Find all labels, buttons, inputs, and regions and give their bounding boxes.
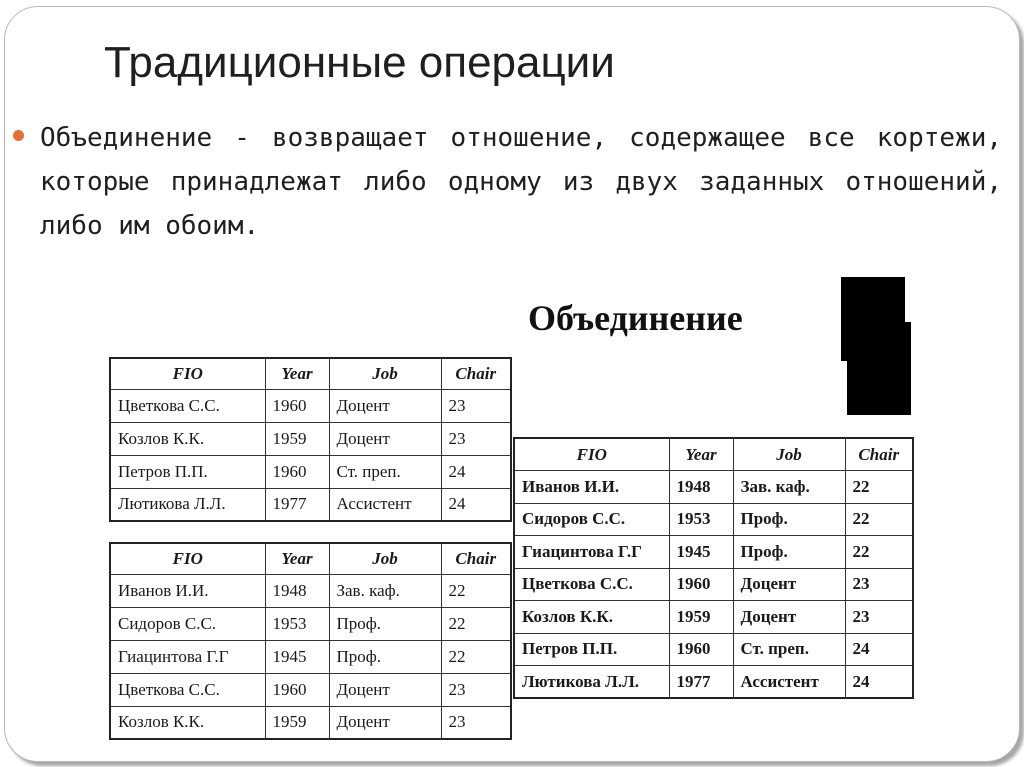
table-cell: 24 [441, 455, 511, 488]
bullet-dot-icon [13, 130, 24, 141]
table-cell: Доцент [329, 673, 441, 706]
column-header: FIO [514, 438, 669, 471]
column-header: Year [669, 438, 733, 471]
table-cell: Гиацинтова Г.Г [514, 536, 669, 569]
table-row [110, 574, 511, 607]
table-cell: 24 [845, 633, 913, 666]
table-row [514, 536, 913, 569]
relation-table-2 [109, 542, 512, 740]
column-header: Job [329, 543, 441, 574]
table-cell: Петров П.П. [514, 633, 669, 666]
table-cell: Козлов К.К. [110, 706, 265, 739]
table-cell: 1960 [669, 568, 733, 601]
table-cell: Проф. [733, 503, 845, 536]
table-cell: 1977 [265, 488, 329, 521]
table-cell: 1960 [669, 633, 733, 666]
table-cell: Доцент [329, 706, 441, 739]
table-row [514, 471, 913, 504]
table-cell: 1948 [265, 574, 329, 607]
column-header: Chair [441, 543, 511, 574]
column-header: Job [733, 438, 845, 471]
table-cell: Доцент [733, 601, 845, 634]
table-cell: 22 [845, 503, 913, 536]
table-cell: Доцент [733, 568, 845, 601]
table-cell: Доцент [329, 389, 441, 422]
table-cell: 1959 [265, 706, 329, 739]
table-cell: 1977 [669, 666, 733, 699]
table-cell: 22 [845, 471, 913, 504]
bullet-text: Объединение - возвращает отношение, содержащее все кортежи, которые принадлежат либо одному из двух заданных отношений, либо им обоим. [40, 123, 1002, 241]
table-cell: 1945 [265, 640, 329, 673]
table-row [110, 607, 511, 640]
table-cell: 23 [441, 706, 511, 739]
table-cell: 22 [441, 640, 511, 673]
table-cell: 1953 [265, 607, 329, 640]
table-header-row [110, 358, 511, 389]
table-cell: 22 [845, 536, 913, 569]
table-row [514, 568, 913, 601]
table-cell: Козлов К.К. [110, 422, 265, 455]
table-cell: Сидоров С.С. [514, 503, 669, 536]
table-cell: 1959 [669, 601, 733, 634]
table-cell: 23 [845, 601, 913, 634]
union-result-table [513, 437, 914, 699]
table-row [514, 503, 913, 536]
table-cell: 1960 [265, 673, 329, 706]
table-header-row [110, 543, 511, 574]
table-cell: Козлов К.К. [514, 601, 669, 634]
table-row [110, 640, 511, 673]
column-header: Year [265, 543, 329, 574]
column-header: Job [329, 358, 441, 389]
table-cell: 1960 [265, 455, 329, 488]
table-row [110, 389, 511, 422]
table-row [110, 673, 511, 706]
column-header: Year [265, 358, 329, 389]
table-cell: Лютикова Л.Л. [110, 488, 265, 521]
black-block-icon [847, 322, 911, 415]
figure-heading: Объединение [528, 298, 743, 338]
table-cell: 1948 [669, 471, 733, 504]
table-cell: Проф. [329, 607, 441, 640]
column-header: FIO [110, 543, 265, 574]
table-cell: Сидоров С.С. [110, 607, 265, 640]
slide-title: Традиционные операции [104, 38, 615, 87]
table-row [110, 706, 511, 739]
table-row [514, 601, 913, 634]
table-cell: Ст. преп. [329, 455, 441, 488]
table-cell: 22 [441, 574, 511, 607]
table-cell: 22 [441, 607, 511, 640]
table-cell: 23 [441, 673, 511, 706]
relation-table-1 [109, 357, 512, 522]
table-cell: Гиацинтова Г.Г [110, 640, 265, 673]
column-header: Chair [441, 358, 511, 389]
table-cell: Проф. [329, 640, 441, 673]
table-cell: 1953 [669, 503, 733, 536]
table-cell: Лютикова Л.Л. [514, 666, 669, 699]
table-cell: Ассистент [329, 488, 441, 521]
table-cell: 1945 [669, 536, 733, 569]
table-row [110, 488, 511, 521]
table-cell: 1959 [265, 422, 329, 455]
table-row [514, 666, 913, 699]
table-row [110, 422, 511, 455]
table-cell: Цветкова С.С. [514, 568, 669, 601]
table-cell: Цветкова С.С. [110, 389, 265, 422]
table-cell: Ассистент [733, 666, 845, 699]
table-cell: 23 [441, 422, 511, 455]
table-cell: 24 [441, 488, 511, 521]
table-cell: 23 [845, 568, 913, 601]
table-cell: Зав. каф. [329, 574, 441, 607]
table-cell: Иванов И.И. [514, 471, 669, 504]
table-cell: Иванов И.И. [110, 574, 265, 607]
table-cell: 23 [441, 389, 511, 422]
table-row [514, 633, 913, 666]
column-header: Chair [845, 438, 913, 471]
table-cell: Доцент [329, 422, 441, 455]
table-cell: 24 [845, 666, 913, 699]
table-cell: Ст. преп. [733, 633, 845, 666]
table-cell: Проф. [733, 536, 845, 569]
table-cell: Зав. каф. [733, 471, 845, 504]
table-header-row [514, 438, 913, 471]
table-row [110, 455, 511, 488]
table-cell: Петров П.П. [110, 455, 265, 488]
table-cell: 1960 [265, 389, 329, 422]
column-header: FIO [110, 358, 265, 389]
table-cell: Цветкова С.С. [110, 673, 265, 706]
